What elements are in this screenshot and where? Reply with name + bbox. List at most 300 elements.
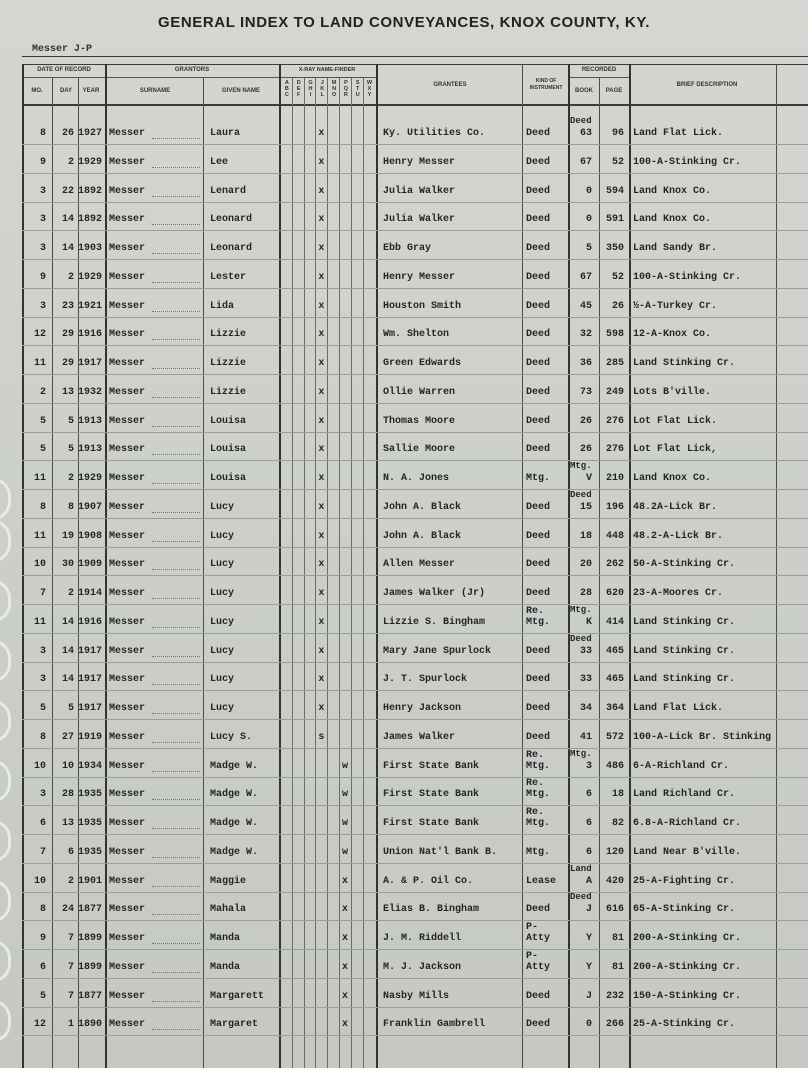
cell-name-finder-mark: x xyxy=(318,473,325,484)
cell-surname: Messer xyxy=(109,501,146,513)
cell-grantee: Julia Walker xyxy=(383,214,456,226)
cell-page: 591 xyxy=(605,214,624,226)
cell-given-name: Laura xyxy=(210,128,241,139)
cell-name-finder-mark: x xyxy=(318,559,325,571)
cell-given-name: Manda xyxy=(210,933,241,944)
cell-given-name: Louisa xyxy=(210,415,247,427)
cell-surname: Messer xyxy=(109,358,146,369)
leader-dots xyxy=(152,311,200,312)
cell-month: 8 xyxy=(39,731,46,743)
cell-page: 594 xyxy=(605,185,624,197)
cell-kind: Re. Mtg. xyxy=(526,807,551,829)
cell-year: 1929 xyxy=(78,271,103,283)
cell-month: 11 xyxy=(33,616,46,628)
leader-dots xyxy=(152,742,200,743)
cell-description: 23-A-Moores Cr. xyxy=(633,588,724,599)
cell-name-finder-mark: w xyxy=(342,818,349,829)
cell-grantee: First State Bank xyxy=(383,818,480,829)
cell-day: 19 xyxy=(61,530,74,542)
cell-book: 6 xyxy=(585,846,592,858)
row-rule xyxy=(22,892,808,893)
cell-kind: Deed xyxy=(526,271,551,283)
cell-kind: Deed xyxy=(526,703,551,714)
cell-given-name: Lizzie xyxy=(210,329,247,341)
cell-page: 616 xyxy=(605,904,624,916)
cell-month: 3 xyxy=(39,243,46,254)
binder-ring xyxy=(0,820,11,862)
cell-month: 7 xyxy=(39,846,46,858)
leader-dots xyxy=(152,483,200,484)
cell-grantee: Houston Smith xyxy=(383,300,462,312)
cell-surname: Messer xyxy=(109,271,146,283)
cell-month: 9 xyxy=(39,156,46,168)
cell-name-finder-mark: x xyxy=(318,358,325,369)
cell-book: 67 xyxy=(579,156,592,168)
leader-dots xyxy=(152,627,200,628)
cell-grantee: First State Bank xyxy=(383,789,480,801)
leader-dots xyxy=(152,253,200,254)
cell-name-finder-mark: x xyxy=(318,386,325,398)
cell-kind: Deed xyxy=(526,444,551,456)
leader-dots xyxy=(152,914,200,915)
cell-surname: Messer xyxy=(109,703,146,714)
cell-surname: Messer xyxy=(109,156,146,168)
cell-book: A xyxy=(585,875,592,887)
header-bottom-rule xyxy=(22,104,808,106)
cell-description: Land Stinking Cr. xyxy=(633,616,736,628)
cell-grantee: A. & P. Oil Co. xyxy=(383,875,474,887)
cell-surname: Messer xyxy=(109,185,146,197)
row-rule xyxy=(22,719,808,720)
header-grantees: GRANTEES xyxy=(433,82,467,88)
cell-page: 210 xyxy=(605,473,624,484)
header-year: YEAR xyxy=(82,88,100,94)
cell-given-name: Margaret xyxy=(210,1019,259,1031)
cell-day: 27 xyxy=(61,731,74,743)
cell-name-finder-mark: x xyxy=(318,271,325,283)
cell-page: 262 xyxy=(605,559,624,571)
cell-day: 14 xyxy=(61,674,74,686)
cell-recorded-note: Mtg. xyxy=(570,461,592,471)
cell-year: 1877 xyxy=(78,904,103,916)
cell-description: Land Knox Co. xyxy=(633,185,712,197)
cell-book: 26 xyxy=(579,444,592,456)
cell-day: 22 xyxy=(61,185,74,197)
cell-month: 10 xyxy=(33,760,46,772)
cell-year: 1899 xyxy=(78,933,103,944)
cell-kind: Deed xyxy=(526,731,551,743)
cell-surname: Messer xyxy=(109,444,146,456)
cell-month: 3 xyxy=(39,300,46,312)
cell-book: 67 xyxy=(579,271,592,283)
cell-month: 9 xyxy=(39,933,46,944)
cell-surname: Messer xyxy=(109,128,146,139)
cell-kind: Deed xyxy=(526,329,551,341)
cell-kind: Deed xyxy=(526,990,551,1002)
xray-letter-group: J K L xyxy=(320,80,325,98)
cell-name-finder-mark: x xyxy=(318,703,325,714)
cell-description: 100-A-Stinking Cr. xyxy=(633,271,742,283)
cell-grantee: Lizzie S. Bingham xyxy=(383,616,486,628)
cell-surname: Messer xyxy=(109,961,146,973)
header-date-of-record: DATE OF RECORD xyxy=(37,67,91,73)
col-line xyxy=(629,64,631,1068)
cell-month: 11 xyxy=(33,473,46,484)
cell-given-name: Madge W. xyxy=(210,846,259,858)
cell-grantee: Franklin Gambrell xyxy=(383,1019,486,1031)
cell-month: 8 xyxy=(39,904,46,916)
cell-day: 14 xyxy=(61,214,74,226)
cell-description: 100-A-Stinking Cr. xyxy=(633,156,742,168)
cell-page: 465 xyxy=(605,645,624,657)
cell-book: 6 xyxy=(585,789,592,801)
leader-dots xyxy=(152,397,200,398)
cell-page: 81 xyxy=(611,933,624,944)
cell-recorded-note: Mtg. xyxy=(570,748,592,759)
cell-book: 6 xyxy=(585,818,592,829)
cell-year: 1934 xyxy=(78,760,103,772)
cell-book: 0 xyxy=(585,214,592,226)
binder-ring xyxy=(0,700,11,742)
cell-surname: Messer xyxy=(109,818,146,829)
cell-day: 1 xyxy=(67,1019,74,1031)
cell-day: 29 xyxy=(61,358,74,369)
leader-dots xyxy=(152,598,200,599)
row-rule xyxy=(22,633,808,634)
cell-month: 3 xyxy=(39,674,46,686)
row-rule xyxy=(22,777,808,778)
cell-description: Land Knox Co. xyxy=(633,214,712,226)
cell-kind: Deed xyxy=(526,530,551,542)
xray-letter-group: S T U xyxy=(355,80,360,98)
row-rule xyxy=(22,173,808,174)
cell-month: 3 xyxy=(39,185,46,197)
cell-description: Lots B'ville. xyxy=(633,386,712,398)
row-rule xyxy=(22,920,808,921)
row-rule xyxy=(22,345,808,346)
cell-year: 1929 xyxy=(78,473,103,484)
cell-name-finder-mark: x xyxy=(318,501,325,513)
cell-kind: Lease xyxy=(526,875,557,887)
cell-surname: Messer xyxy=(109,386,146,398)
cell-year: 1892 xyxy=(78,214,103,226)
cell-year: 1903 xyxy=(78,243,103,254)
cell-kind: Deed xyxy=(526,645,551,657)
cell-book: 33 xyxy=(579,645,592,657)
header-given-name: GIVEN NAME xyxy=(221,88,260,94)
cell-book: J xyxy=(585,904,592,916)
cell-given-name: Lucy xyxy=(210,616,235,628)
cell-given-name: Lucy xyxy=(210,645,235,657)
cell-kind: Deed xyxy=(526,559,551,571)
cell-kind: Deed xyxy=(526,214,551,226)
cell-grantee: Thomas Moore xyxy=(383,415,456,427)
cell-surname: Messer xyxy=(109,674,146,686)
cell-recorded-note: Mtg. xyxy=(570,604,592,615)
cell-day: 2 xyxy=(67,875,74,887)
cell-given-name: Madge W. xyxy=(210,760,259,772)
cell-month: 5 xyxy=(39,990,46,1002)
cell-name-finder-mark: x xyxy=(318,243,325,254)
cell-page: 82 xyxy=(611,818,624,829)
cell-book: 3 xyxy=(585,760,592,772)
col-line xyxy=(279,64,281,1068)
cell-given-name: Leonard xyxy=(210,243,253,254)
row-rule xyxy=(22,259,808,260)
row-rule xyxy=(22,805,808,806)
cell-grantee: Sallie Moore xyxy=(383,444,456,456)
cell-kind: Deed xyxy=(526,156,551,168)
cell-surname: Messer xyxy=(109,904,146,916)
cell-month: 10 xyxy=(33,559,46,571)
leader-dots xyxy=(152,512,200,513)
leader-dots xyxy=(152,656,200,657)
cell-book: 41 xyxy=(579,731,592,743)
cell-page: 120 xyxy=(605,846,624,858)
cell-year: 1890 xyxy=(78,1019,103,1031)
cell-given-name: Manda xyxy=(210,961,241,973)
cell-month: 3 xyxy=(39,645,46,657)
cell-day: 28 xyxy=(61,789,74,801)
cell-day: 5 xyxy=(67,444,74,456)
cell-page: 572 xyxy=(605,731,624,743)
cell-description: 200-A-Stinking Cr. xyxy=(633,961,742,973)
cell-surname: Messer xyxy=(109,559,146,571)
cell-grantee: John A. Black xyxy=(383,501,462,513)
cell-grantee: Ebb Gray xyxy=(383,243,432,254)
cell-name-finder-mark: x xyxy=(342,1019,349,1031)
cell-description: Land Near B'ville. xyxy=(633,846,742,858)
cell-description: 150-A-Stinking Cr. xyxy=(633,990,742,1002)
cell-given-name: Lizzie xyxy=(210,358,247,369)
cell-year: 1913 xyxy=(78,415,103,427)
cell-year: 1916 xyxy=(78,616,103,628)
cell-description: 25-A-Stinking Cr. xyxy=(633,1019,736,1031)
cell-name-finder-mark: x xyxy=(342,961,349,973)
cell-book: 18 xyxy=(579,530,592,542)
cell-page: 598 xyxy=(605,329,624,341)
cell-given-name: Mahala xyxy=(210,904,247,916)
leader-dots xyxy=(152,713,200,714)
binder-ring xyxy=(0,1000,11,1042)
cell-description: 6-A-Richland Cr. xyxy=(633,760,730,772)
cell-description: Land Stinking Cr. xyxy=(633,674,736,686)
row-rule xyxy=(22,1035,808,1036)
cell-day: 29 xyxy=(61,329,74,341)
cell-book: 15 xyxy=(579,501,592,513)
cell-name-finder-mark: x xyxy=(318,214,325,226)
cell-grantee: Elias B. Bingham xyxy=(383,904,480,916)
cell-given-name: Lester xyxy=(210,271,247,283)
cell-name-finder-mark: x xyxy=(318,530,325,542)
cell-day: 8 xyxy=(67,501,74,513)
leader-dots xyxy=(152,541,200,542)
cell-book: 33 xyxy=(579,674,592,686)
cell-name-finder-mark: w xyxy=(342,760,349,772)
cell-given-name: Louisa xyxy=(210,473,247,484)
row-rule xyxy=(22,460,808,461)
cell-description: Lot Flat Lick, xyxy=(633,444,718,456)
cell-grantee: Mary Jane Spurlock xyxy=(383,645,492,657)
cell-book: 26 xyxy=(579,415,592,427)
cell-given-name: Lucy xyxy=(210,703,235,714)
cell-month: 5 xyxy=(39,703,46,714)
cell-description: Land Knox Co. xyxy=(633,473,712,484)
cell-grantee: Julia Walker xyxy=(383,185,456,197)
cell-day: 23 xyxy=(61,300,74,312)
leader-dots xyxy=(152,799,200,800)
cell-page: 196 xyxy=(605,501,624,513)
cell-month: 11 xyxy=(33,358,46,369)
cell-grantee: Allen Messer xyxy=(383,559,456,571)
cell-given-name: Lizzie xyxy=(210,386,247,398)
cell-name-finder-mark: x xyxy=(318,645,325,657)
cell-name-finder-mark: x xyxy=(318,415,325,427)
cell-page: 414 xyxy=(605,616,624,628)
cell-given-name: Maggie xyxy=(210,875,247,887)
binder-ring xyxy=(0,580,11,622)
cell-day: 6 xyxy=(67,846,74,858)
cell-year: 1935 xyxy=(78,789,103,801)
cell-book: 28 xyxy=(579,588,592,599)
cell-surname: Messer xyxy=(109,214,146,226)
cell-page: 364 xyxy=(605,703,624,714)
cell-surname: Messer xyxy=(109,530,146,542)
cell-description: Land Sandy Br. xyxy=(633,243,718,254)
cell-page: 96 xyxy=(611,128,624,139)
leader-dots xyxy=(152,339,200,340)
cell-grantee: Henry Messer xyxy=(383,156,456,168)
cell-surname: Messer xyxy=(109,760,146,772)
row-rule xyxy=(22,144,808,145)
cell-page: 276 xyxy=(605,444,624,456)
cell-page: 486 xyxy=(605,760,624,772)
cell-grantee: J. T. Spurlock xyxy=(383,674,468,686)
cell-month: 3 xyxy=(39,789,46,801)
cell-name-finder-mark: w xyxy=(342,846,349,858)
cell-year: 1914 xyxy=(78,588,103,599)
cell-book: 20 xyxy=(579,559,592,571)
cell-day: 2 xyxy=(67,271,74,283)
leader-dots xyxy=(152,684,200,685)
cell-description: ½-A-Turkey Cr. xyxy=(633,300,718,312)
cell-name-finder-mark: x xyxy=(342,990,349,1002)
cell-book: V xyxy=(585,473,592,484)
cell-year: 1935 xyxy=(78,818,103,829)
cell-name-finder-mark: x xyxy=(318,329,325,341)
cell-book: 63 xyxy=(579,128,592,139)
row-rule xyxy=(22,978,808,979)
cell-book: 5 xyxy=(585,243,592,254)
cell-surname: Messer xyxy=(109,329,146,341)
cell-book: J xyxy=(585,990,592,1002)
cell-grantee: N. A. Jones xyxy=(383,473,450,484)
cell-book: 0 xyxy=(585,1019,592,1031)
cell-kind: Deed xyxy=(526,358,551,369)
cell-day: 14 xyxy=(61,616,74,628)
leader-dots xyxy=(152,943,200,944)
cell-name-finder-mark: w xyxy=(342,789,349,801)
cell-description: Lot Flat Lick. xyxy=(633,415,718,427)
cell-description: 48.2A-Lick Br. xyxy=(633,501,718,513)
cell-kind: Deed xyxy=(526,904,551,916)
cell-surname: Messer xyxy=(109,731,146,743)
cell-grantee: Union Nat'l Bank B. xyxy=(383,846,498,858)
cell-kind: Deed xyxy=(526,1019,551,1031)
cell-kind: Deed xyxy=(526,415,551,427)
cell-description: Land Flat Lick. xyxy=(633,703,724,714)
cell-page: 620 xyxy=(605,588,624,599)
cell-book: K xyxy=(585,616,592,628)
header-surname: SURNAME xyxy=(139,88,171,94)
row-rule xyxy=(22,863,808,864)
cell-description: 12-A-Knox Co. xyxy=(633,329,712,341)
cell-kind: Deed xyxy=(526,501,551,513)
cell-grantee: M. J. Jackson xyxy=(383,961,462,973)
leader-dots xyxy=(152,282,200,283)
cell-page: 249 xyxy=(605,386,624,398)
cell-description: Land Flat Lick. xyxy=(633,128,724,139)
cell-month: 5 xyxy=(39,444,46,456)
row-rule xyxy=(22,518,808,519)
header-month: MO. xyxy=(31,88,43,94)
cell-day: 14 xyxy=(61,243,74,254)
cell-day: 30 xyxy=(61,559,74,571)
cell-grantee: Nasby Mills xyxy=(383,990,450,1002)
col-line xyxy=(522,64,523,1068)
row-rule xyxy=(22,489,808,490)
cell-month: 5 xyxy=(39,415,46,427)
row-rule xyxy=(22,432,808,433)
binder-ring xyxy=(0,940,11,982)
cell-page: 350 xyxy=(605,243,624,254)
header-top-rule xyxy=(22,64,808,65)
header-day: DAY xyxy=(59,88,73,94)
volume-label: Messer J-P xyxy=(32,44,93,55)
cell-page: 232 xyxy=(605,990,624,1002)
cell-name-finder-mark: x xyxy=(342,875,349,887)
subheader-rule-date xyxy=(22,77,106,78)
cell-kind: Deed xyxy=(526,128,551,139)
cell-day: 7 xyxy=(67,961,74,973)
cell-page: 52 xyxy=(611,271,624,283)
cell-day: 14 xyxy=(61,645,74,657)
leader-dots xyxy=(152,886,200,887)
xray-letter-group: M N O xyxy=(331,80,337,98)
cell-given-name: Margarett xyxy=(210,990,265,1002)
col-line xyxy=(376,64,378,1068)
header-page: PAGE xyxy=(605,88,623,94)
cell-surname: Messer xyxy=(109,1019,146,1031)
cell-year: 1899 xyxy=(78,961,103,973)
cell-day: 13 xyxy=(61,818,74,829)
cell-year: 1908 xyxy=(78,530,103,542)
cell-year: 1919 xyxy=(78,731,103,743)
header-brief-description: BRIEF DESCRIPTION xyxy=(676,82,738,88)
top-rule xyxy=(22,56,808,57)
binder-ring xyxy=(0,880,11,922)
cell-day: 10 xyxy=(61,760,74,772)
cell-month: 7 xyxy=(39,588,46,599)
cell-book: 32 xyxy=(579,329,592,341)
cell-day: 26 xyxy=(61,128,74,139)
cell-day: 5 xyxy=(67,703,74,714)
leader-dots xyxy=(152,224,200,225)
cell-day: 24 xyxy=(61,904,74,916)
cell-book: 36 xyxy=(579,358,592,369)
cell-page: 276 xyxy=(605,415,624,427)
leader-dots xyxy=(152,368,200,369)
